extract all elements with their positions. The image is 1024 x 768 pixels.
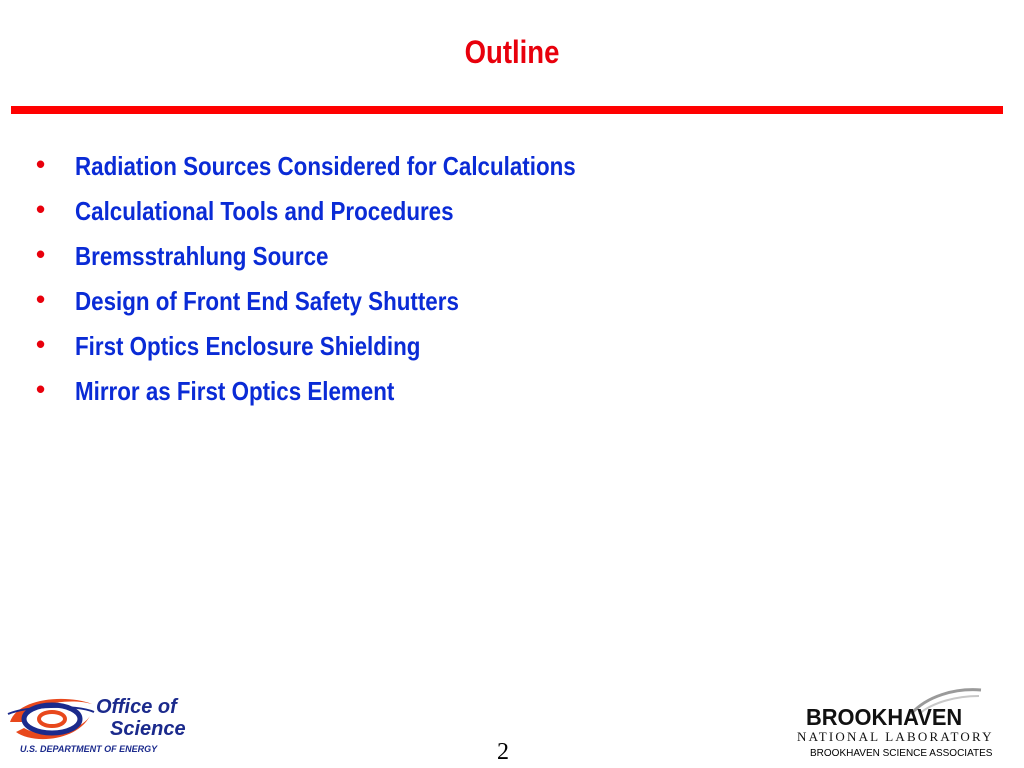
- slide-title: Outline: [464, 34, 560, 70]
- doe-swoosh-icon: [6, 692, 96, 744]
- bullet-text: Design of Front End Safety Shutters: [75, 286, 459, 316]
- list-item: [36, 324, 936, 369]
- bullet-text: Mirror as First Optics Element: [75, 376, 395, 406]
- brookhaven-logo: [795, 686, 1020, 766]
- bullet-icon: •: [36, 329, 46, 359]
- bullet-icon: •: [36, 374, 46, 404]
- bullet-icon: •: [36, 149, 46, 179]
- bullet-list: [36, 144, 936, 414]
- title-divider: [11, 106, 1003, 114]
- bullet-text: Calculational Tools and Procedures: [75, 196, 454, 226]
- list-item: [36, 144, 936, 189]
- doe-logo-subtitle: U.S. DEPARTMENT OF ENERGY: [20, 744, 158, 754]
- list-item: [36, 369, 936, 414]
- doe-logo-line1: Office of: [96, 696, 177, 718]
- bullet-icon: •: [36, 284, 46, 314]
- brookhaven-name: BROOKHAVEN: [806, 704, 963, 730]
- office-of-science-logo: [6, 690, 216, 758]
- bullet-icon: •: [36, 239, 46, 269]
- bullet-text: Bremsstrahlung Source: [75, 241, 329, 271]
- doe-logo-line2: Science: [110, 718, 186, 740]
- bullet-text: Radiation Sources Considered for Calculations: [75, 151, 576, 181]
- list-item: [36, 234, 936, 279]
- page-number: 2: [497, 739, 509, 765]
- bullet-icon: •: [36, 194, 46, 224]
- list-item: [36, 279, 936, 324]
- list-item: [36, 189, 936, 234]
- national-laboratory-label: NATIONAL LABORATORY: [797, 729, 994, 744]
- brookhaven-associates-label: BROOKHAVEN SCIENCE ASSOCIATES: [810, 748, 993, 759]
- bullet-text: First Optics Enclosure Shielding: [75, 331, 421, 361]
